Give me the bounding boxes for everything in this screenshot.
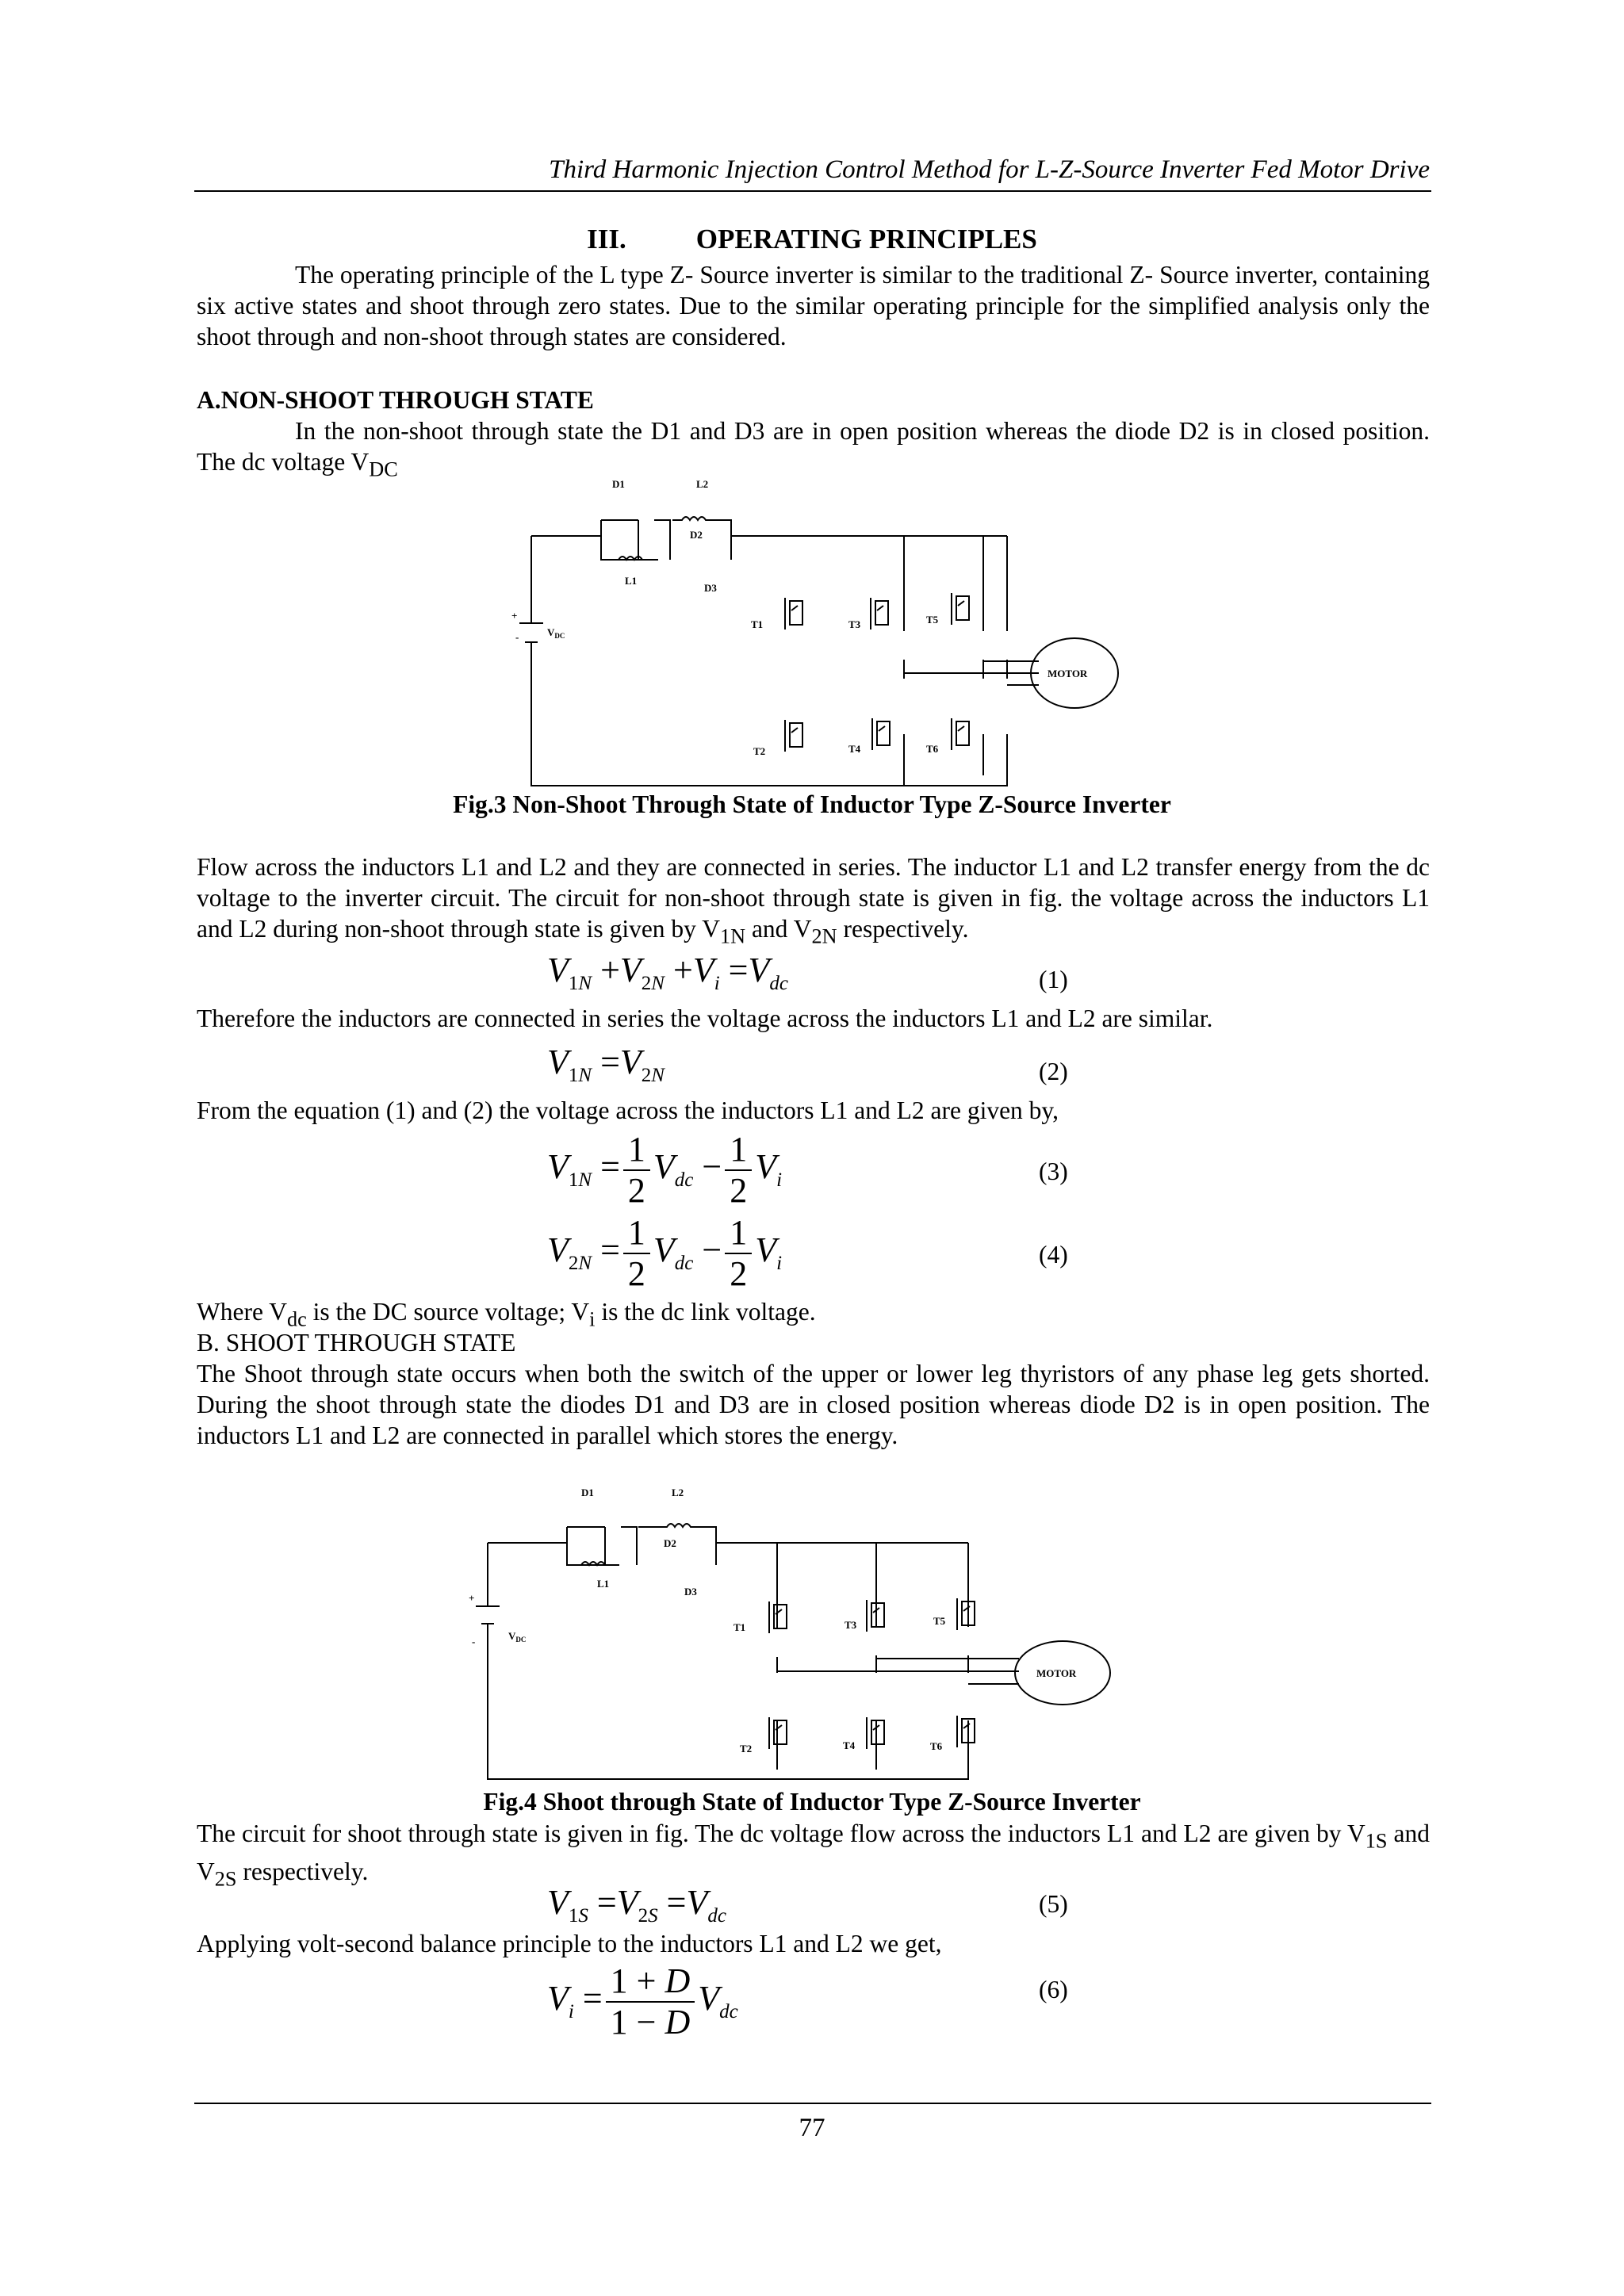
subsection-b-heading: B. SHOOT THROUGH STATE (197, 1329, 516, 1357)
fig4-label-d1: D1 (581, 1487, 594, 1498)
para-after-fig4 (197, 1818, 1430, 1895)
fig3-label-t1: T1 (751, 618, 764, 630)
fig4-label-plus: + (469, 1592, 475, 1604)
fig4-label-t1: T1 (733, 1621, 746, 1633)
subsection-b-paragraph: The Shoot through state occurs when both the switch of the upper or lower leg thyristors of any phase leg gets shorted. During the shoot through state the diodes D1 and D3 are in closed position whereas diode D2 is in open position. The inductors L1 and L2 are connected in parallel which stores the energy. (197, 1360, 1430, 1449)
equation-5: $V_{1S} =V_{2S} =V_{dc}$ (547, 1883, 726, 1927)
equation-3: $V_{1N}$ = $\frac{1}{2}$ $V_{dc}$ − $\frac{1}{2}$ $V_i$ (547, 1130, 783, 1210)
fig4-label-t5: T5 (933, 1615, 946, 1627)
para-after-fig3-mid: and V (745, 915, 812, 943)
equation-1-number: (1) (1039, 966, 1068, 993)
fig4-label-t3: T3 (845, 1619, 857, 1631)
para-after-fig4-end: respectively. (236, 1858, 369, 1886)
text-after-eq2: From the equation (1) and (2) the voltage across the inductors L1 and L2 are given by, (197, 1096, 1059, 1124)
subsection-a-text: In the non-shoot through state the D1 and D3 are in open position whereas the diode D2 is in closed position. The dc voltage V (197, 417, 1430, 476)
fig3-label-t2: T2 (753, 745, 766, 757)
fig3-label-minus: - (515, 631, 519, 643)
sub-2s: 2S (214, 1867, 237, 1891)
equation-1: $V_{1N} +V_{2N} +V_i =V_{dc}$ (547, 951, 788, 994)
text-after-eq1: Therefore the inductors are connected in series the voltage across the inductors L1 and L2 are similar. (197, 1004, 1213, 1032)
section-title (0, 220, 1624, 258)
fig3-circuit (492, 473, 1126, 791)
para-after-fig3-end: respectively. (837, 915, 969, 943)
equation-6-number: (6) (1039, 1976, 1068, 2003)
fig4-label-d2: D2 (664, 1537, 676, 1549)
fig3-label-vdc: $V_{DC}$ (547, 626, 565, 640)
para-after-fig4-text: The circuit for shoot through state is given in fig. The dc voltage flow across the inductors L1 and L2 are given by V (197, 1820, 1365, 1847)
equation-5-number: (5) (1039, 1890, 1068, 1918)
subsection-a-sub: DC (369, 457, 398, 481)
fig3-label-d3: D3 (704, 582, 717, 594)
equation-3-number: (3) (1039, 1158, 1068, 1185)
eq4-frac-2: $\frac{1}{2}$ (725, 1213, 752, 1294)
sub-1n: 1N (719, 924, 746, 948)
fig4-label-l2: L2 (672, 1487, 684, 1498)
equation-6: $V_i$ = $\frac{1 + D}{1 - D}$ $V_{dc}$ (547, 1961, 738, 2042)
fig3-label-t5: T5 (926, 614, 939, 626)
eq3-frac-1: $\frac{1}{2}$ (623, 1130, 650, 1211)
fig3-caption: Fig.3 Non-Shoot Through State of Inductor Type Z-Source Inverter (453, 790, 1171, 818)
equation-2: $V_{1N} =V_{2N}$ (547, 1043, 665, 1086)
fig4-label-t6: T6 (930, 1740, 943, 1752)
fig4-label-t4: T4 (843, 1739, 856, 1751)
where-c: is the dc link voltage. (595, 1298, 816, 1326)
equation-4-number: (4) (1039, 1241, 1068, 1269)
fig3-label-t3: T3 (848, 618, 861, 630)
eq4-frac-1: $\frac{1}{2}$ (623, 1213, 650, 1294)
header-rule (194, 190, 1431, 192)
where-sub-i: i (589, 1307, 596, 1331)
sub-1s: 1S (1365, 1829, 1388, 1853)
equation-4: $V_{2N}$ = $\frac{1}{2}$ $V_{dc}$ − $\frac{1}{2}$ $V_i$ (547, 1213, 783, 1293)
section-number: III. (587, 224, 626, 254)
fig4-caption: Fig.4 Shoot through State of Inductor Type Z-Source Inverter (483, 1788, 1141, 1816)
fig4-circuit (464, 1483, 1178, 1787)
fig4-label-t2: T2 (740, 1743, 753, 1755)
fig4-label-vdc: $V_{DC}$ (508, 1630, 527, 1644)
fig3-label-t4: T4 (848, 743, 861, 755)
where-b: is the DC source voltage; V (306, 1298, 590, 1326)
sub-2n: 2N (811, 924, 837, 948)
fig3-label-d2: D2 (690, 529, 703, 541)
fig3-label-t6: T6 (926, 743, 939, 755)
eq6-frac: $\frac{1 + D}{1 - D}$ (606, 1961, 695, 2042)
fig4-label-minus: - (472, 1636, 476, 1647)
page-number: 77 (799, 2114, 825, 2142)
para-after-fig4-mid: and V (197, 1820, 1430, 1886)
running-header: Third Harmonic Injection Control Method for L-Z-Source Inverter Fed Motor Drive (549, 155, 1430, 184)
fig4-label-l1: L1 (597, 1578, 610, 1590)
subsection-a-heading: A.NON-SHOOT THROUGH STATE (197, 386, 594, 414)
fig3-label-d1: D1 (612, 478, 625, 490)
eq3-frac-2: $\frac{1}{2}$ (725, 1130, 752, 1211)
intro-paragraph: The operating principle of the L type Z- Source inverter is similar to the traditional Z- Source inverter, containing six active states and shoot through zero states. Due to the similar operating principle for the simplified analysis only the shoot through and non-shoot through states are considered. (197, 261, 1430, 350)
fig3-label-l1: L1 (625, 575, 638, 587)
footer-rule (194, 2103, 1431, 2104)
where-a: Where V (197, 1298, 287, 1326)
para-after-fig3-text: Flow across the inductors L1 and L2 and they are connected in series. The inductor L1 and L2 transfer energy from the dc voltage to the inverter circuit. The circuit for non-shoot through state is given in fig. the voltage across the inductors L1 and L2 during non-shoot through state is given by V (197, 853, 1430, 943)
fig4-label-d3: D3 (684, 1586, 697, 1598)
fig3-label-motor: MOTOR (1048, 668, 1088, 679)
fig4-label-motor: MOTOR (1036, 1667, 1077, 1679)
section-title-text: OPERATING PRINCIPLES (695, 224, 1037, 254)
text-after-eq5: Applying volt-second balance principle to the inductors L1 and L2 we get, (197, 1930, 942, 1957)
fig3-label-plus: + (511, 610, 518, 622)
fig3-label-l2: L2 (696, 478, 709, 490)
para-after-fig3 (197, 851, 1430, 951)
where-sub-dc: dc (287, 1307, 307, 1331)
equation-2-number: (2) (1039, 1058, 1068, 1085)
